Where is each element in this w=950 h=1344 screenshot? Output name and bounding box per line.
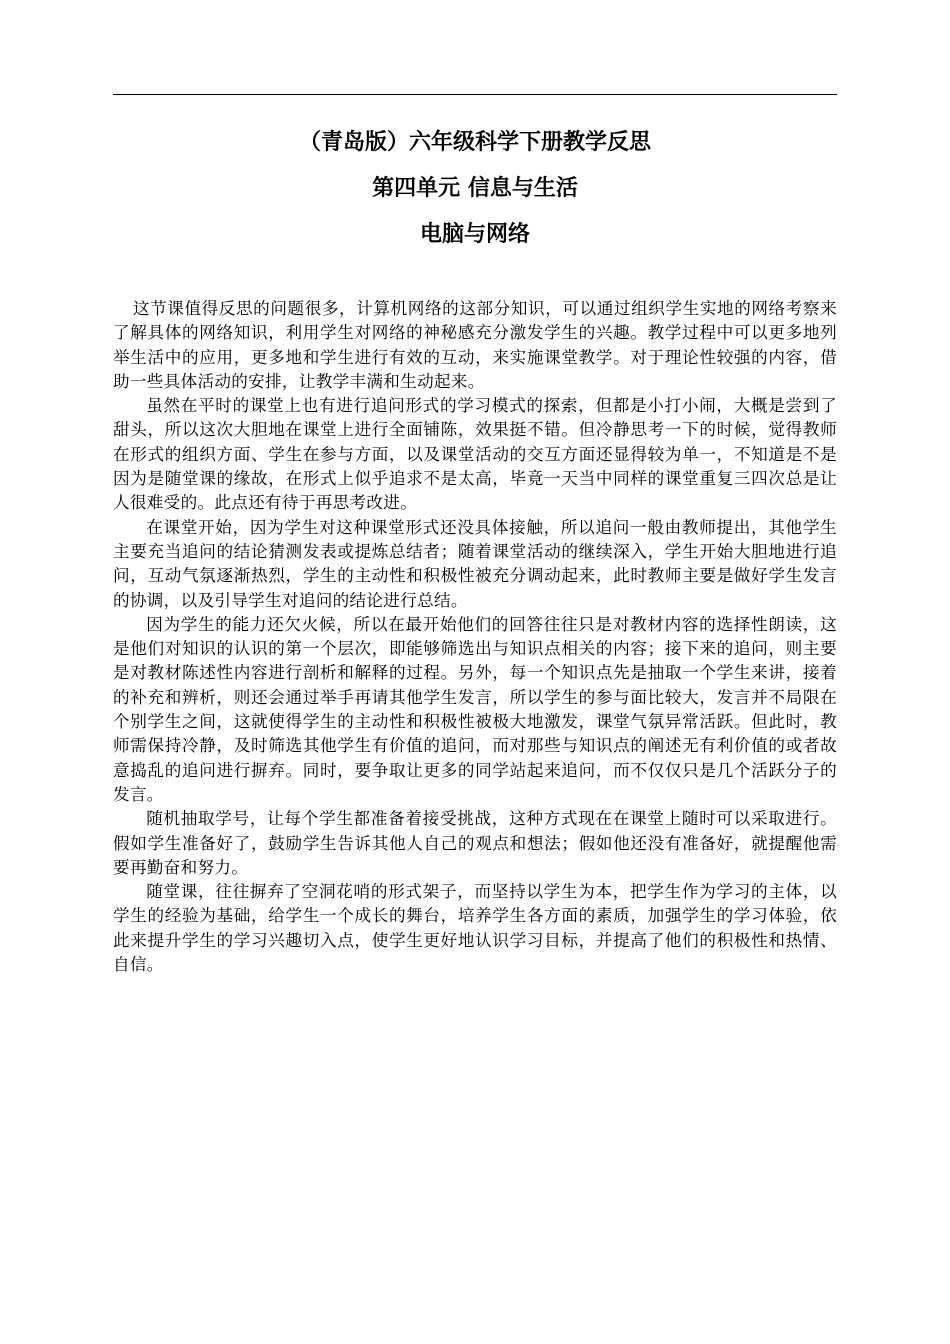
paragraph: 随堂课，往往摒弃了空洞花哨的形式架子，而坚持以学生为本，把学生作为学习的主体，以学生的经验为基础，给学生一个成长的舞台，培养学生各方面的素质，加强学生的学习体验，依此来提升学生的学习兴趣切入点，使学生更好地认识学习目标，并提高了他们的积极性和热情、自信。 [113, 882, 837, 975]
header-rule [113, 94, 837, 95]
paragraph: 虽然在平时的课堂上也有进行追问形式的学习模式的探索，但都是小打小闹，大概是尝到了甜头，所以这次大胆地在课堂上进行全面铺陈，效果挺不错。但冷静思考一下的时候，觉得教师在形式的组织方面、学生在参与方面，以及课堂活动的交互方面还显得较为单一，不知道是不是因为是随堂课的缘故，在形式上似乎追求不是太高，毕竟一天当中同样的课堂重复三四次总是让人很难受的。此点还有待于再思考改进。 [113, 396, 837, 513]
title-block [113, 130, 837, 248]
paragraph: 随机抽取学号，让每个学生都准备着接受挑战，这种方式现在在课堂上随时可以采取进行。假如学生准备好了，鼓励学生告诉其他人自己的观点和想法；假如他还没有准备好，就提醒他需要再勤奋和努力。 [113, 809, 837, 877]
lesson-title: 电脑与网络 [419, 222, 530, 247]
paragraph: 这节课值得反思的问题很多，计算机网络的这部分知识，可以通过组织学生实地的网络考察来了解具体的网络知识，利用学生对网络的神秘感充分激发学生的兴趣。教学过程中可以更多地列举生活中的应用，更多地和学生进行有效的互动，来实施课堂教学。对于理论性较强的内容，借助一些具体活动的安排，让教学丰满和生动起来。 [113, 299, 837, 391]
body-text [113, 297, 837, 977]
paragraph: 在课堂开始，因为学生对这种课堂形式还没具体接触，所以追问一般由教师提出，其他学生主要充当追问的结论猜测发表或提炼总结者；随着课堂活动的继续深入，学生开始大胆地进行追问，互动气氛逐渐热烈，学生的主动性和积极性被充分调动起来，此时教师主要是做好学生发言的协调，以及引导学生对追问的结论进行总结。 [113, 517, 837, 610]
document-title: （青岛版）六年级科学下册教学反思 [298, 130, 651, 155]
paragraph: 因为学生的能力还欠火候，所以在最开始他们的回答往往只是对教材内容的选择性朗读，这是他们对知识的认识的第一个层次，即能够筛选出与知识点相关的内容；接下来的追问，则主要是对教材陈述性内容进行剖析和解释的过程。另外，每一个知识点先是抽取一个学生来讲，接着的补充和辨析，则还会通过举手再请其他学生发言，所以学生的参与面比较大，发言并不局限在个别学生之间，这就使得学生的主动性和积极性被极大地激发，课堂气氛异常活跃。但此时，教师需保持冷静，及时筛选其他学生有价值的追问，而对那些与知识点的阐述无有利价值的或者故意捣乱的追问进行摒弃。同时，要争取让更多的同学站起来追问，而不仅仅只是几个活跃分子的发言。 [113, 614, 837, 804]
unit-title: 第四单元 信息与生活 [372, 176, 578, 201]
